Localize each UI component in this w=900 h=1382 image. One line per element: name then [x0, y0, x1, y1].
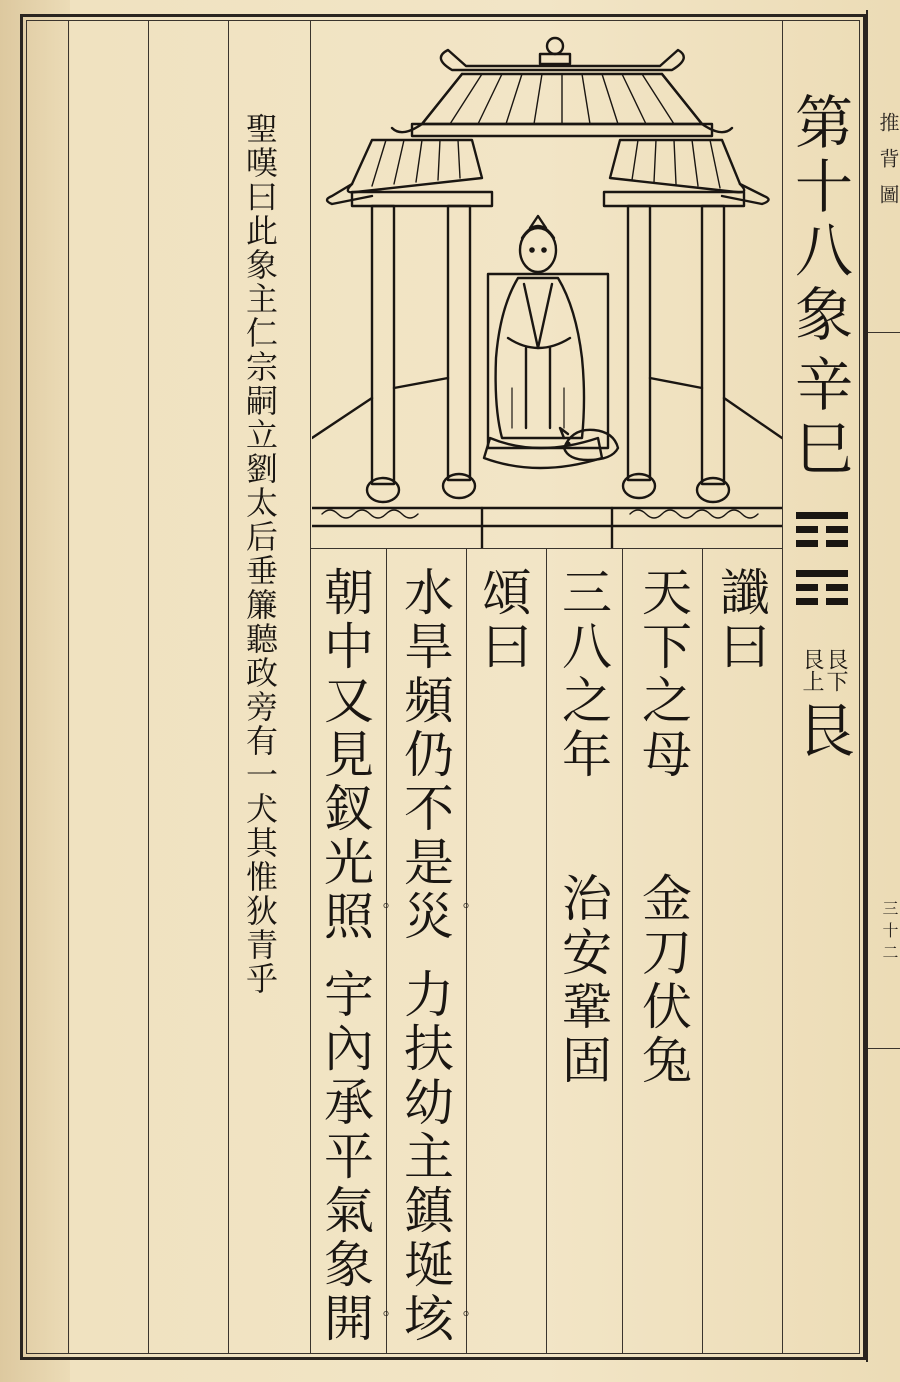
ganzhi-label: 辛巳 — [785, 354, 853, 482]
punctuation-mark: 。 — [369, 902, 390, 920]
column-rule — [622, 548, 623, 1354]
margin-divider — [866, 10, 868, 1362]
figure-title: 第十八象 — [785, 92, 853, 348]
commentary-text: 聖嘆曰此象主仁宗嗣立劉太后垂簾聽政旁有一犬其惟狄青乎 — [241, 112, 279, 996]
column-rule — [310, 20, 311, 1354]
hexagram-upper: 艮上 — [799, 648, 824, 692]
ode-label: 頌曰 — [474, 566, 532, 674]
prophecy-label: 讖曰 — [712, 566, 770, 674]
page-number: 三十二 — [880, 900, 899, 966]
prophecy-line-1a: 天下之母 — [634, 566, 692, 782]
ode-line-2b: 宇內承平氣象開 — [316, 968, 374, 1346]
punctuation-mark: 。 — [449, 902, 470, 920]
prophecy-line-1b: 金刀伏兔 — [634, 872, 692, 1088]
book-title: 推背圖 — [876, 112, 900, 220]
hexagram-name: 艮 — [787, 700, 855, 764]
column-rule — [466, 548, 467, 1354]
column-rule — [228, 20, 229, 1354]
prophecy-line-2b: 治安鞏固 — [554, 872, 612, 1088]
column-rule — [782, 20, 783, 1354]
ode-line-2a: 朝中又見釵光照 — [316, 566, 374, 944]
hexagram-lower: 艮下 — [823, 648, 848, 692]
illustration-bottom-rule — [310, 548, 782, 549]
margin-rule-bottom — [868, 1048, 900, 1049]
column-rule — [148, 20, 149, 1354]
punctuation-mark: 。 — [369, 1310, 390, 1328]
prophecy-line-2a: 三八之年 — [554, 566, 612, 782]
column-rule — [386, 548, 387, 1354]
column-rule — [68, 20, 69, 1354]
hexagram-symbol — [796, 512, 848, 612]
ode-line-1b: 力扶幼主鎮埏垓 — [396, 968, 454, 1346]
punctuation-mark: 。 — [449, 1310, 470, 1328]
ode-line-1a: 水旱頻仍不是災 — [396, 566, 454, 944]
column-rule — [546, 548, 547, 1354]
margin-rule-top — [868, 332, 900, 333]
column-rule — [702, 548, 703, 1354]
pavilion-illustration — [312, 28, 782, 548]
